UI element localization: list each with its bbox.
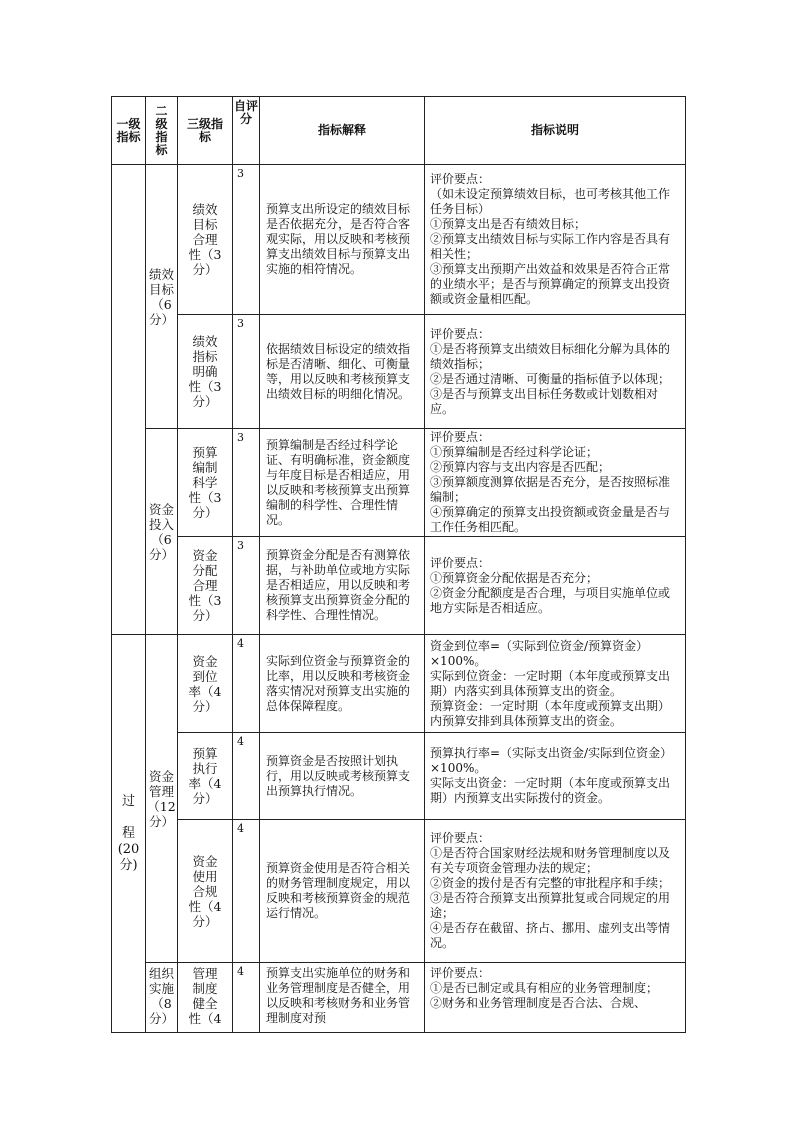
self-score: 4 (233, 635, 260, 733)
group-process: 过 程(20 分) (112, 635, 146, 1033)
level3-name: 资金 到位 率（4 分） (178, 635, 233, 733)
interpretation-text: 预算编制是否经过科学论证、有明确标准，资金额度与年度目标是否相适应，用以反映和考核预算支出预算编制的科学性、合理性情况。 (260, 429, 425, 537)
level3-name: 资金 使用 合规 性（4 分） (178, 820, 233, 963)
interpretation-text: 预算资金分配是否有测算依据，与补助单位或地方实际是否相适应，用以反映和考核预算支出预算资金分配的科学性、合理性情况。 (260, 537, 425, 635)
self-score: 4 (233, 733, 260, 820)
level3-name: 绩效 指标 明确 性（3 分） (178, 315, 233, 429)
level3-name: 绩效 目标 合理 性（3 分） (178, 165, 233, 315)
header-level2: 二 级 指 标 (146, 97, 178, 165)
level3-name: 预算 执行 率（4 分） (178, 733, 233, 820)
header-description: 指标说明 (425, 97, 686, 165)
description-text: 评价要点： ①是否已制定或具有相应的业务管理制度； ②财务和业务管理制度是否合法、合规、 (425, 963, 686, 1033)
description-text: 评价要点： ①预算编制是否经过科学论证； ②预算内容与支出内容是否匹配； ③预算额度测算依据是否充分，是否按照标准编制； ④预算确定的预算支出投资额或资金量是否与工作任务相匹配。 (425, 429, 686, 537)
group-fund-management: 资金 管理 （12 分） (146, 635, 178, 963)
evaluation-index-table (111, 96, 686, 1033)
interpretation-text: 预算支出实施单位的财务和业务管理制度是否健全，用以反映和考核财务和业务管理制度对预 (260, 963, 425, 1033)
table-row (112, 315, 686, 429)
header-self-score: 自评 分 (233, 97, 260, 165)
header-interpretation: 指标解释 (260, 97, 425, 165)
level3-name: 管理 制度 健全 性（4 (178, 963, 233, 1033)
description-text: 评价要点： ①预算资金分配依据是否充分； ②资金分配额度是否合理，与项目实施单位或地方实际是否相适应。 (425, 537, 686, 635)
description-text: 评价要点： ①是否将预算支出绩效目标细化分解为具体的绩效指标； ②是否通过清晰、可衡量的指标值予以体现； ③是否与预算支出目标任务数或计划数相对应。 (425, 315, 686, 429)
group-performance-target: 绩效 目标 （6 分） (146, 165, 178, 429)
group-organization: 组织 实施 （8 分） (146, 963, 178, 1033)
description-text: 资金到位率=（实际到位资金/预算资金）×100%。 实际到位资金：一定时期（本年度或预算支出期）内落实到具体预算支出的资金。 预算资金：一定时期（本年度或预算支出期）内预算安排到具体预算支出的资金。 (425, 635, 686, 733)
interpretation-text: 预算资金使用是否符合相关的财务管理制度规定，用以反映和考核预算资金的规范运行情况。 (260, 820, 425, 963)
level3-name: 预算 编制 科学 性（3 分） (178, 429, 233, 537)
level1-empty-cell (112, 165, 146, 635)
self-score: 3 (233, 537, 260, 635)
table-header-row (112, 97, 686, 165)
description-text: 评价要点： （如未设定预算绩效目标，也可考核其他工作任务目标） ①预算支出是否有绩效目标； ②预算支出绩效目标与实际工作内容是否具有相关性； ③预算支出预期产出效益和效果是否符合正常的业绩水平；是否与预算确定的预算支出投资额或资金量相匹配。 (425, 165, 686, 315)
interpretation-text: 预算资金是否按照计划执行，用以反映或考核预算支出预算执行情况。 (260, 733, 425, 820)
table-row (112, 635, 686, 733)
self-score: 3 (233, 165, 260, 315)
table-row (112, 537, 686, 635)
group-fund-input: 资金 投入 （6 分） (146, 429, 178, 635)
interpretation-text: 预算支出所设定的绩效目标是否依据充分，是否符合客观实际，用以反映和考核预算支出绩效目标与预算支出实施的相符情况。 (260, 165, 425, 315)
self-score: 3 (233, 315, 260, 429)
header-level3: 三级指 标 (178, 97, 233, 165)
self-score: 4 (233, 820, 260, 963)
table-row (112, 165, 686, 315)
table-row (112, 429, 686, 537)
interpretation-text: 实际到位资金与预算资金的比率，用以反映和考核资金落实情况对预算支出实施的总体保障程度。 (260, 635, 425, 733)
description-text: 评价要点： ①是否符合国家财经法规和财务管理制度以及有关专项资金管理办法的规定； ②资金的拨付是否有完整的审批程序和手续； ③是否符合预算支出预算批复或合同规定的用途； ④是否存在截留、挤占、挪用、虚列支出等情况。 (425, 820, 686, 963)
header-level1: 一级 指标 (112, 97, 146, 165)
level3-name: 资金 分配 合理 性（3 分） (178, 537, 233, 635)
table-row (112, 820, 686, 963)
description-text: 预算执行率=（实际支出资金/实际到位资金）×100%。 实际支出资金：一定时期（本年度或预算支出期）内预算支出实际拨付的资金。 (425, 733, 686, 820)
table-row (112, 963, 686, 1033)
self-score: 3 (233, 429, 260, 537)
self-score: 4 (233, 963, 260, 1033)
interpretation-text: 依据绩效目标设定的绩效指标是否清晰、细化、可衡量等，用以反映和考核预算支出绩效目标的明细化情况。 (260, 315, 425, 429)
table-row (112, 733, 686, 820)
